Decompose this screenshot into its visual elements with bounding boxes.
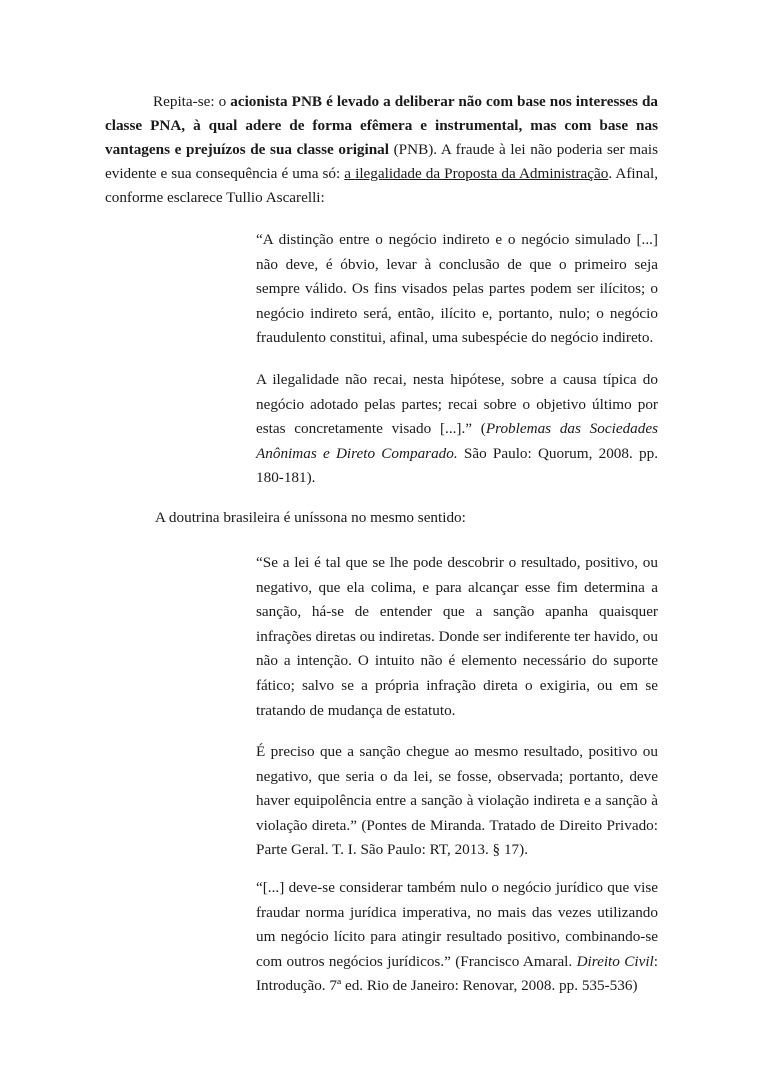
intro-paragraph <box>105 90 658 210</box>
quote-pontes-part1: “Se a lei é tal que se lhe pode descobrir o resultado, positivo, ou negativo, que ela colima, e para alcançar esse fim determina a sanção, há-se de entender que a sanção apanha quaisquer infrações diretas ou indiretas. Donde ser indiferente ter havido, ou não a intenção. O intuito não é elemento necessário do suporte fático; salvo se a própria infração direta o exigiria, ou em se tratando de mudança de estatuto. <box>256 554 658 719</box>
quote-amaral-citation: : Introdução. 7ª ed. Rio de Janeiro: Renovar, 2008. pp. 535-536) <box>256 952 658 995</box>
quote-amaral-text: “[...] deve-se considerar também nulo o negócio jurídico que vise fraudar norma jurídica imperativa, no mais das vezes utilizando um negócio lícito para atingir resultado positivo, combinando-se com outros negócios jurídicos.” (Francisco Amaral. <box>256 879 658 970</box>
quote-pontes-part2: É preciso que a sanção chegue ao mesmo resultado, positivo ou negativo, que seria o da lei, se fosse, observada; portanto, deve haver equipolência entre a sanção à violação indireta e a sanção à violação direta.” (Pontes de Miranda. Tratado de Direito Privado: Parte Geral. T. I. São Paulo: RT, 2013. § 17). <box>256 743 658 859</box>
quote-amaral <box>256 876 658 999</box>
intro-middle: (PNB). A fraude à lei não poderia ser mais evidente e sua consequência é uma só: <box>105 141 658 182</box>
quote-amaral-book-title: Direito Civil <box>576 952 654 970</box>
quote-ascarelli-book-title: Problemas das Sociedades Anônimas e Direto Comparado. <box>256 420 658 462</box>
intro-underlined-conclusion: a ilegalidade da Proposta da Administração <box>344 165 609 182</box>
quote-ascarelli-part2 <box>256 368 658 491</box>
doctrine-paragraph: A doutrina brasileira é uníssona no mesmo sentido: <box>155 509 466 526</box>
quote-ascarelli-part1: “A distinção entre o negócio indireto e o negócio simulado [...] não deve, é óbvio, levar à conclusão de que o primeiro seja sempre válido. Os fins visados pelas partes podem ser ilícitos; o negócio indireto será, então, ilícito e, portanto, nulo; o negócio fraudulento constitui, afinal, uma subespécie do negócio indireto. <box>256 231 658 347</box>
quote-ascarelli-citation: São Paulo: Quorum, 2008. pp. 180-181). <box>256 444 658 487</box>
intro-bold-emphasis: acionista PNB é levado a deliberar não com base nos interesses da classe PNA, à qual adere de forma efêmera e instrumental, mas com base nas vantagens e prejuízos de sua classe original <box>105 93 658 158</box>
intro-lead: Repita-se: o <box>153 93 231 110</box>
intro-tail: . Afinal, conforme esclarece Tullio Ascarelli: <box>105 165 658 206</box>
quote-ascarelli-text: A ilegalidade não recai, nesta hipótese, sobre a causa típica do negócio adotado pelas partes; recai sobre o objetivo último por estas concretamente visado [...].” ( <box>256 371 658 438</box>
